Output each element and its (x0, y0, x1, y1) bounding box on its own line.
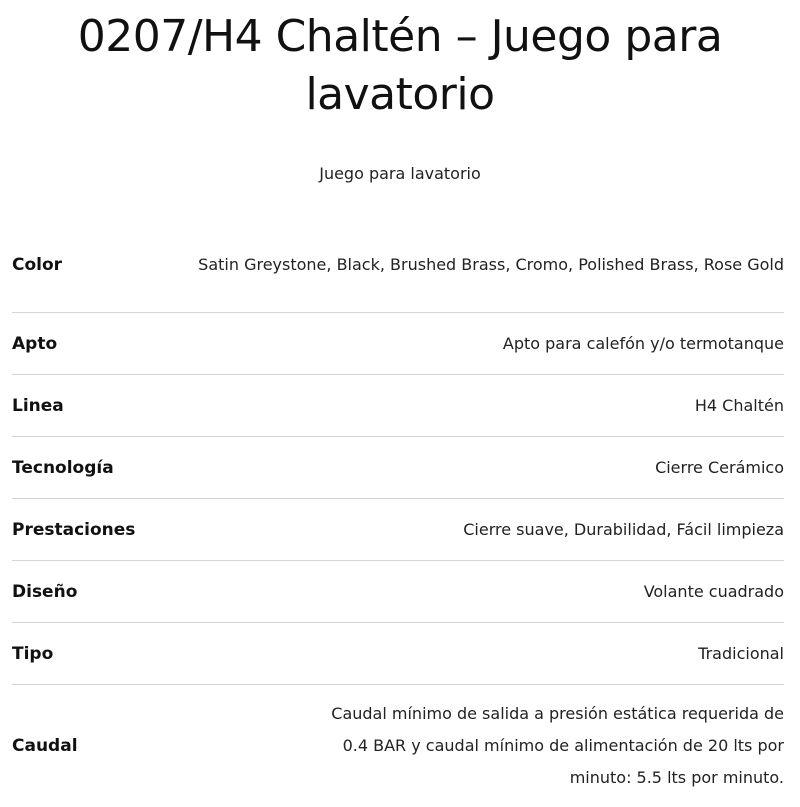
spec-label-prestaciones: Prestaciones (12, 519, 136, 540)
spec-value-color: Satin Greystone, Black, Brushed Brass, Cromo, Polished Brass, Rose Gold (198, 255, 784, 274)
spec-value-prestaciones: Cierre suave, Durabilidad, Fácil limpieza (463, 519, 784, 539)
spec-value-caudal: Caudal mínimo de salida a presión estática requerida de 0.4 BAR y caudal mínimo de alimentación de 20 lts por minuto: 5.5 lts por minuto. (331, 704, 784, 787)
spec-row-prestaciones (12, 499, 784, 561)
spec-row-diseno (12, 561, 784, 623)
specs-table (12, 218, 784, 807)
spec-row-caudal (12, 685, 784, 807)
spec-row-linea (12, 375, 784, 437)
spec-value-tecnologia: Cierre Cerámico (655, 457, 784, 477)
product-subtitle: Juego para lavatorio (319, 164, 481, 183)
spec-value-diseno: Volante cuadrado (643, 581, 784, 601)
spec-row-color (12, 218, 784, 313)
spec-label-linea: Linea (12, 395, 64, 416)
spec-value-linea: H4 Chaltén (694, 395, 784, 415)
spec-label-color: Color (12, 255, 63, 275)
spec-row-tecnologia (12, 437, 784, 499)
spec-label-tipo: Tipo (12, 643, 54, 664)
product-title: 0207/H4 Chaltén – Juego para lavatorio (77, 11, 723, 120)
spec-label-tecnologia: Tecnología (12, 457, 114, 478)
spec-value-tipo: Tradicional (698, 643, 784, 663)
spec-row-tipo (12, 623, 784, 685)
spec-value-apto: Apto para calefón y/o termotanque (502, 333, 784, 353)
spec-label-apto: Apto (12, 333, 58, 354)
spec-row-apto (12, 313, 784, 375)
spec-label-caudal: Caudal (12, 736, 78, 756)
spec-label-diseno: Diseño (12, 581, 78, 602)
